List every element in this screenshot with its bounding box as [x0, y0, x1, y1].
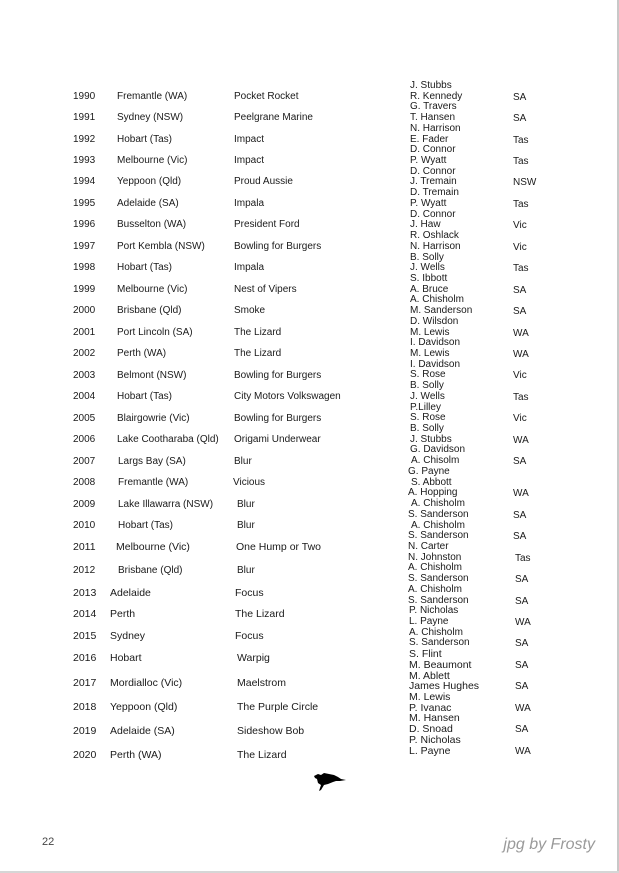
- location-cell: Fremantle (WA): [118, 477, 189, 488]
- crew-name: M. Hansen: [409, 712, 460, 725]
- page-number: 22: [42, 836, 55, 848]
- crew-name: I. Davidson: [410, 337, 461, 349]
- crew-name: S. Abbott: [411, 476, 452, 488]
- crew-name: N. Johnston: [408, 551, 462, 563]
- location-cell: Adelaide: [110, 587, 151, 599]
- crew-name: J. Wells: [410, 262, 445, 274]
- location-cell: Perth (WA): [117, 348, 167, 359]
- state-cell: WA: [513, 488, 529, 500]
- year-cell: 1990: [73, 91, 96, 102]
- location-cell: Melbourne (Vic): [116, 541, 190, 553]
- crew-name: M. Beaumont: [409, 658, 472, 671]
- crew-name: G. Travers: [410, 101, 457, 113]
- boat-cell: Impala: [234, 198, 265, 209]
- state-cell: SA: [513, 531, 527, 543]
- location-cell: Brisbane (Qld): [117, 305, 182, 316]
- boat-cell: Blur: [237, 520, 255, 531]
- crew-name: A. Chisholm: [410, 294, 464, 306]
- location-cell: Lake Illawarra (NSW): [118, 499, 214, 510]
- year-cell: 2008: [73, 477, 96, 488]
- boat-cell: The Lizard: [234, 348, 282, 359]
- year-cell: 2012: [73, 565, 96, 576]
- crew-name: J. Haw: [410, 219, 441, 231]
- crew-name: S. Sanderson: [408, 594, 469, 606]
- boat-cell: Warpig: [237, 652, 270, 664]
- boat-cell: Bowling for Burgers: [234, 413, 322, 424]
- boat-cell: Proud Aussie: [234, 176, 293, 187]
- crew-name: E. Fader: [410, 133, 449, 145]
- crew-name: I. Davidson: [410, 358, 461, 370]
- location-cell: Sydney: [110, 630, 146, 642]
- location-cell: Blairgowrie (Vic): [117, 413, 190, 424]
- state-cell: SA: [515, 638, 529, 650]
- year-cell: 2002: [73, 348, 96, 359]
- year-cell: 2014: [73, 608, 97, 620]
- year-cell: 2005: [73, 413, 96, 424]
- location-cell: Hobart (Tas): [117, 262, 173, 273]
- crew-name: N. Harrison: [410, 240, 461, 252]
- state-cell: SA: [513, 456, 527, 468]
- state-cell: WA: [515, 702, 531, 714]
- year-cell: 2013: [73, 587, 97, 599]
- crew-name: A. Chisholm: [409, 626, 463, 638]
- crew-name: D. Connor: [410, 144, 456, 156]
- boat-cell: Sideshow Bob: [237, 725, 305, 737]
- crew-name: S. Sanderson: [409, 637, 470, 649]
- crew-name: D. Tremain: [410, 187, 459, 199]
- state-cell: SA: [515, 595, 529, 607]
- crew-name: D. Connor: [410, 165, 456, 177]
- crew-name: S. Flint: [409, 648, 442, 661]
- year-cell: 2004: [73, 391, 96, 402]
- crew-name: M. Lewis: [410, 348, 450, 359]
- state-cell: WA: [515, 617, 531, 628]
- location-cell: Melbourne (Vic): [117, 284, 188, 295]
- year-cell: 2009: [73, 499, 96, 510]
- state-cell: Tas: [513, 156, 529, 168]
- year-cell: 1999: [73, 284, 96, 295]
- crew-name: M. Lewis: [409, 691, 451, 704]
- location-cell: Yeppoon (Qld): [117, 176, 182, 187]
- year-cell: 1994: [73, 176, 96, 187]
- boat-cell: Focus: [235, 587, 264, 599]
- boat-cell: Smoke: [234, 305, 266, 316]
- year-cell: 2018: [73, 701, 97, 713]
- location-cell: Perth (WA): [110, 749, 162, 761]
- year-cell: 2015: [73, 630, 97, 642]
- crew-name: S. Sanderson: [408, 508, 469, 520]
- boat-cell: Origami Underwear: [234, 434, 321, 445]
- location-cell: Yeppoon (Qld): [110, 701, 178, 713]
- state-cell: SA: [513, 306, 527, 318]
- boat-cell: Impala: [234, 262, 265, 273]
- crew-name: J. Stubbs: [410, 433, 452, 445]
- state-cell: Vic: [513, 220, 527, 232]
- state-cell: NSW: [513, 177, 537, 189]
- location-cell: Mordialloc (Vic): [110, 677, 183, 689]
- location-cell: Lake Cootharaba (Qld): [117, 434, 219, 445]
- crew-name: A. Chisholm: [408, 562, 462, 574]
- year-cell: 1992: [73, 134, 96, 145]
- boat-cell: One Hump or Two: [236, 541, 322, 553]
- year-cell: 2010: [73, 520, 96, 531]
- year-cell: 1991: [73, 112, 96, 123]
- year-cell: 2003: [73, 370, 96, 381]
- crew-name: G. Davidson: [410, 444, 466, 456]
- location-cell: Brisbane (Qld): [118, 565, 183, 576]
- crew-name: D. Connor: [410, 208, 456, 220]
- boat-cell: Blur: [237, 499, 255, 510]
- crew-name: R. Oshlack: [410, 230, 459, 242]
- location-cell: Largs Bay (SA): [118, 456, 186, 467]
- crew-name: D. Wilsdon: [410, 315, 459, 327]
- state-cell: SA: [515, 724, 529, 736]
- year-cell: 2001: [73, 327, 96, 338]
- boat-cell: The Lizard: [234, 327, 282, 338]
- location-cell: Hobart (Tas): [117, 134, 173, 145]
- boat-cell: The Purple Circle: [237, 701, 319, 713]
- credit-text: jpg by Frosty: [503, 836, 595, 853]
- crew-name: B. Solly: [410, 251, 444, 263]
- crew-name: M. Ablett: [409, 669, 450, 682]
- state-cell: Vic: [513, 370, 527, 382]
- state-cell: Vic: [513, 241, 527, 253]
- boat-cell: Impact: [234, 134, 265, 145]
- boat-cell: City Motors Volkswagen: [234, 391, 341, 402]
- year-cell: 1998: [73, 262, 96, 273]
- year-cell: 2011: [73, 541, 96, 553]
- crew-name: J. Tremain: [410, 176, 457, 188]
- location-cell: Busselton (WA): [117, 219, 187, 230]
- year-cell: 2020: [73, 749, 97, 761]
- crew-name: James Hughes: [409, 680, 480, 693]
- crew-name: P. Nicholas: [409, 733, 461, 746]
- kangaroo-icon: [312, 768, 348, 794]
- state-cell: SA: [515, 574, 529, 586]
- crew-name: J. Wells: [410, 390, 445, 402]
- crew-name: A. Chisholm: [408, 583, 462, 595]
- location-cell: Belmont (NSW): [117, 370, 187, 381]
- state-cell: SA: [513, 113, 527, 125]
- year-cell: 1995: [73, 198, 96, 209]
- boat-cell: Bowling for Burgers: [234, 370, 322, 381]
- location-cell: Sydney (NSW): [117, 112, 184, 123]
- state-cell: SA: [515, 681, 529, 693]
- state-cell: WA: [513, 349, 529, 360]
- crew-name: S. Sanderson: [408, 530, 469, 542]
- crew-name: A. Chisolm: [411, 455, 460, 467]
- crew-name: D. Snoad: [409, 723, 453, 736]
- crew-name: N. Carter: [408, 540, 449, 552]
- crew-name: S. Sanderson: [408, 573, 469, 585]
- crew-name: P. Ivanac: [409, 701, 452, 714]
- crew-name: P. Wyatt: [410, 197, 447, 209]
- boat-cell: Nest of Vipers: [234, 284, 297, 295]
- year-cell: 1993: [73, 155, 96, 166]
- crew-name: A. Chisholm: [411, 519, 465, 531]
- boat-cell: President Ford: [234, 219, 300, 230]
- crew-name: P.Lilley: [410, 401, 441, 413]
- crew-name: A. Chisholm: [411, 498, 465, 510]
- location-cell: Fremantle (WA): [117, 91, 188, 102]
- year-cell: 2007: [73, 456, 96, 467]
- boat-cell: Blur: [234, 456, 252, 467]
- location-cell: Adelaide (SA): [117, 198, 179, 209]
- state-cell: WA: [513, 434, 529, 446]
- year-cell: 1997: [73, 241, 96, 252]
- state-cell: Tas: [515, 552, 531, 564]
- state-cell: SA: [513, 509, 527, 521]
- crew-name: A. Hopping: [408, 487, 458, 499]
- crew-name: P. Nicholas: [409, 605, 459, 617]
- location-cell: Hobart: [110, 652, 142, 664]
- crew-name: N. Harrison: [410, 122, 461, 134]
- state-cell: Tas: [513, 263, 529, 275]
- crew-name: M. Sanderson: [410, 305, 473, 317]
- boat-cell: Maelstrom: [237, 677, 287, 689]
- crew-name: L. Payne: [409, 744, 451, 757]
- crew-name: L. Payne: [409, 616, 449, 627]
- crew-name: S. Rose: [410, 369, 446, 381]
- boat-cell: Bowling for Burgers: [234, 241, 322, 252]
- crew-name: B. Solly: [410, 423, 444, 435]
- state-cell: Tas: [513, 134, 529, 146]
- location-cell: Adelaide (SA): [110, 725, 175, 737]
- location-cell: Port Kembla (NSW): [117, 241, 205, 252]
- state-cell: WA: [513, 327, 529, 339]
- year-cell: 1996: [73, 219, 96, 230]
- state-cell: SA: [513, 284, 527, 296]
- boat-cell: Focus: [235, 630, 264, 642]
- crew-name: P. Wyatt: [410, 155, 447, 167]
- crew-name: T. Hansen: [410, 112, 456, 124]
- state-cell: Tas: [513, 391, 529, 403]
- crew-name: S. Rose: [410, 412, 446, 424]
- location-cell: Perth: [110, 608, 136, 620]
- boat-cell: The Lizard: [235, 608, 285, 620]
- crew-name: B. Solly: [410, 380, 444, 392]
- location-cell: Melbourne (Vic): [117, 155, 188, 166]
- crew-name: M. Lewis: [410, 326, 450, 338]
- boat-cell: Impact: [234, 155, 265, 166]
- boat-cell: Vicious: [233, 477, 266, 488]
- boat-cell: The Lizard: [237, 749, 287, 761]
- crew-name: R. Kennedy: [410, 90, 463, 102]
- state-cell: Tas: [513, 198, 529, 210]
- crew-name: J. Stubbs: [410, 80, 452, 91]
- crew-name: G. Payne: [408, 465, 450, 477]
- location-cell: Hobart (Tas): [118, 520, 174, 531]
- year-cell: 2019: [73, 725, 97, 737]
- boat-cell: Blur: [237, 565, 255, 576]
- state-cell: WA: [515, 745, 531, 757]
- crew-name: A. Bruce: [410, 283, 449, 295]
- year-cell: 2006: [73, 434, 96, 445]
- crew-name: S. Ibbott: [410, 272, 448, 284]
- location-cell: Port Lincoln (SA): [117, 327, 193, 338]
- boat-cell: Peelgrane Marine: [234, 112, 313, 123]
- year-cell: 2000: [73, 305, 96, 316]
- state-cell: SA: [513, 91, 527, 103]
- state-cell: SA: [515, 659, 529, 671]
- year-cell: 2016: [73, 652, 97, 664]
- boat-cell: Pocket Rocket: [234, 91, 299, 102]
- state-cell: Vic: [513, 413, 527, 425]
- location-cell: Hobart (Tas): [117, 391, 173, 402]
- year-cell: 2017: [73, 677, 97, 689]
